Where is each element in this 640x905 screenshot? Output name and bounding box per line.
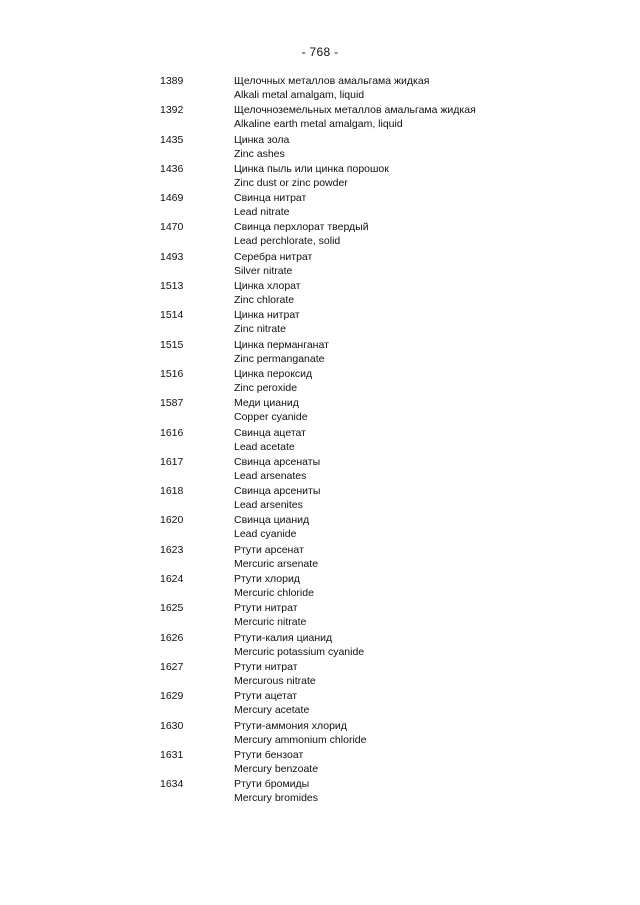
- un-code: 1516: [160, 367, 184, 380]
- name-english: Zinc dust or zinc powder: [234, 176, 348, 189]
- name-english: Lead perchlorate, solid: [234, 235, 341, 248]
- list-item: [0, 396, 640, 425]
- name-english: Zinc nitrate: [234, 323, 286, 336]
- name-english: Mercuric potassium cyanide: [234, 645, 365, 658]
- name-russian: Свинца арсенаты: [234, 455, 321, 468]
- list-item: [0, 133, 640, 162]
- page-number: - 768 -: [301, 45, 339, 59]
- list-item: [0, 74, 640, 103]
- substance-names: [234, 513, 624, 541]
- substance-names: [234, 484, 624, 512]
- list-item: [0, 631, 640, 660]
- name-russian: Ртути хлорид: [234, 573, 300, 586]
- name-english: Lead cyanide: [234, 528, 297, 541]
- substance-names: [234, 103, 624, 131]
- substance-names: [234, 601, 624, 629]
- name-russian: Ртути бромиды: [234, 778, 310, 791]
- list-item: [0, 220, 640, 249]
- list-item: [0, 660, 640, 689]
- list-item: [0, 719, 640, 748]
- entry-list: [0, 74, 640, 806]
- name-english: Lead arsenites: [234, 499, 303, 512]
- name-russian: Ртути нитрат: [234, 602, 298, 615]
- un-code: 1630: [160, 719, 184, 732]
- name-english: Lead nitrate: [234, 206, 290, 219]
- substance-names: [234, 220, 624, 248]
- substance-names: [234, 308, 624, 336]
- un-code: 1623: [160, 543, 184, 556]
- name-russian: Цинка зола: [234, 133, 290, 146]
- substance-names: [234, 719, 624, 747]
- substance-names: [234, 133, 624, 161]
- substance-names: [234, 777, 624, 805]
- name-russian: Свинца ацетат: [234, 426, 306, 439]
- name-english: Zinc ashes: [234, 147, 285, 160]
- substance-names: [234, 367, 624, 395]
- un-code: 1617: [160, 455, 184, 468]
- name-russian: Свинца арсениты: [234, 485, 321, 498]
- list-item: [0, 484, 640, 513]
- un-code: 1626: [160, 631, 184, 644]
- name-english: Lead arsenates: [234, 469, 307, 482]
- list-item: [0, 777, 640, 806]
- name-russian: Ртути-аммония хлорид: [234, 719, 347, 732]
- name-russian: Серебра нитрат: [234, 250, 313, 263]
- substance-names: [234, 631, 624, 659]
- substance-names: [234, 279, 624, 307]
- list-item: [0, 689, 640, 718]
- un-code: 1513: [160, 280, 184, 293]
- substance-names: [234, 660, 624, 688]
- un-code: 1627: [160, 660, 184, 673]
- list-item: [0, 338, 640, 367]
- list-item: [0, 455, 640, 484]
- un-code: 1470: [160, 221, 184, 234]
- name-english: Silver nitrate: [234, 264, 293, 277]
- un-code: 1493: [160, 250, 184, 263]
- list-item: [0, 250, 640, 279]
- name-english: Copper cyanide: [234, 411, 308, 424]
- substance-names: [234, 689, 624, 717]
- list-item: [0, 543, 640, 572]
- name-russian: Свинца цианид: [234, 514, 310, 527]
- name-russian: Ртути-калия цианид: [234, 631, 333, 644]
- name-english: Mercuric arsenate: [234, 557, 319, 570]
- list-item: [0, 601, 640, 630]
- un-code: 1616: [160, 426, 184, 439]
- list-item: [0, 572, 640, 601]
- substance-names: [234, 426, 624, 454]
- name-russian: Цинка пероксид: [234, 367, 313, 380]
- un-code: 1624: [160, 573, 184, 586]
- un-code: 1392: [160, 104, 184, 117]
- list-item: [0, 748, 640, 777]
- un-code: 1629: [160, 690, 184, 703]
- list-item: [0, 191, 640, 220]
- substance-names: [234, 191, 624, 219]
- list-item: [0, 426, 640, 455]
- un-code: 1620: [160, 514, 184, 527]
- un-code: 1618: [160, 485, 184, 498]
- name-russian: Ртути нитрат: [234, 660, 298, 673]
- un-code: 1435: [160, 133, 184, 146]
- name-english: Mercuric nitrate: [234, 616, 307, 629]
- substance-names: [234, 396, 624, 424]
- name-english: Mercury benzoate: [234, 762, 319, 775]
- substance-names: [234, 250, 624, 278]
- name-english: Lead acetate: [234, 440, 295, 453]
- name-english: Mercuric chloride: [234, 587, 314, 600]
- name-english: Alkaline earth metal amalgam, liquid: [234, 118, 403, 131]
- name-russian: Ртути арсенат: [234, 543, 304, 556]
- name-russian: Свинца перхлорат твердый: [234, 221, 369, 234]
- name-russian: Щелочных металлов амальгама жидкая: [234, 75, 430, 87]
- name-english: Alkali metal amalgam, liquid: [234, 89, 365, 101]
- substance-names: [234, 543, 624, 571]
- list-item: [0, 103, 640, 132]
- list-item: [0, 308, 640, 337]
- name-russian: Цинка пыль или цинка порошок: [234, 162, 389, 175]
- substance-names: [234, 74, 624, 102]
- name-english: Mercury bromides: [234, 792, 319, 805]
- list-item: [0, 279, 640, 308]
- un-code: 1469: [160, 192, 184, 205]
- name-russian: Ртути бензоат: [234, 748, 304, 761]
- name-russian: Свинца нитрат: [234, 192, 307, 205]
- un-code: 1514: [160, 309, 184, 322]
- un-code: 1389: [160, 75, 184, 87]
- un-code: 1634: [160, 778, 184, 791]
- name-russian: Меди цианид: [234, 397, 299, 410]
- list-item: [0, 513, 640, 542]
- un-code: 1515: [160, 338, 184, 351]
- substance-names: [234, 162, 624, 190]
- substance-names: [234, 338, 624, 366]
- substance-names: [234, 572, 624, 600]
- substance-names: [234, 455, 624, 483]
- name-english: Mercury acetate: [234, 704, 310, 717]
- name-russian: Цинка перманганат: [234, 338, 329, 351]
- name-russian: Щелочноземельных металлов амальгама жидкая: [234, 104, 476, 117]
- un-code: 1587: [160, 397, 184, 410]
- un-code: 1625: [160, 602, 184, 615]
- substance-names: [234, 748, 624, 776]
- name-english: Mercury ammonium chloride: [234, 733, 367, 746]
- name-russian: Цинка хлорат: [234, 280, 301, 293]
- name-english: Zinc chlorate: [234, 294, 295, 307]
- name-russian: Ртути ацетат: [234, 690, 298, 703]
- name-english: Zinc permanganate: [234, 352, 325, 365]
- un-code: 1436: [160, 162, 184, 175]
- list-item: [0, 162, 640, 191]
- name-english: Mercurous nitrate: [234, 674, 316, 687]
- un-code: 1631: [160, 748, 184, 761]
- list-item: [0, 367, 640, 396]
- name-russian: Цинка нитрат: [234, 309, 300, 322]
- name-english: Zinc peroxide: [234, 381, 298, 394]
